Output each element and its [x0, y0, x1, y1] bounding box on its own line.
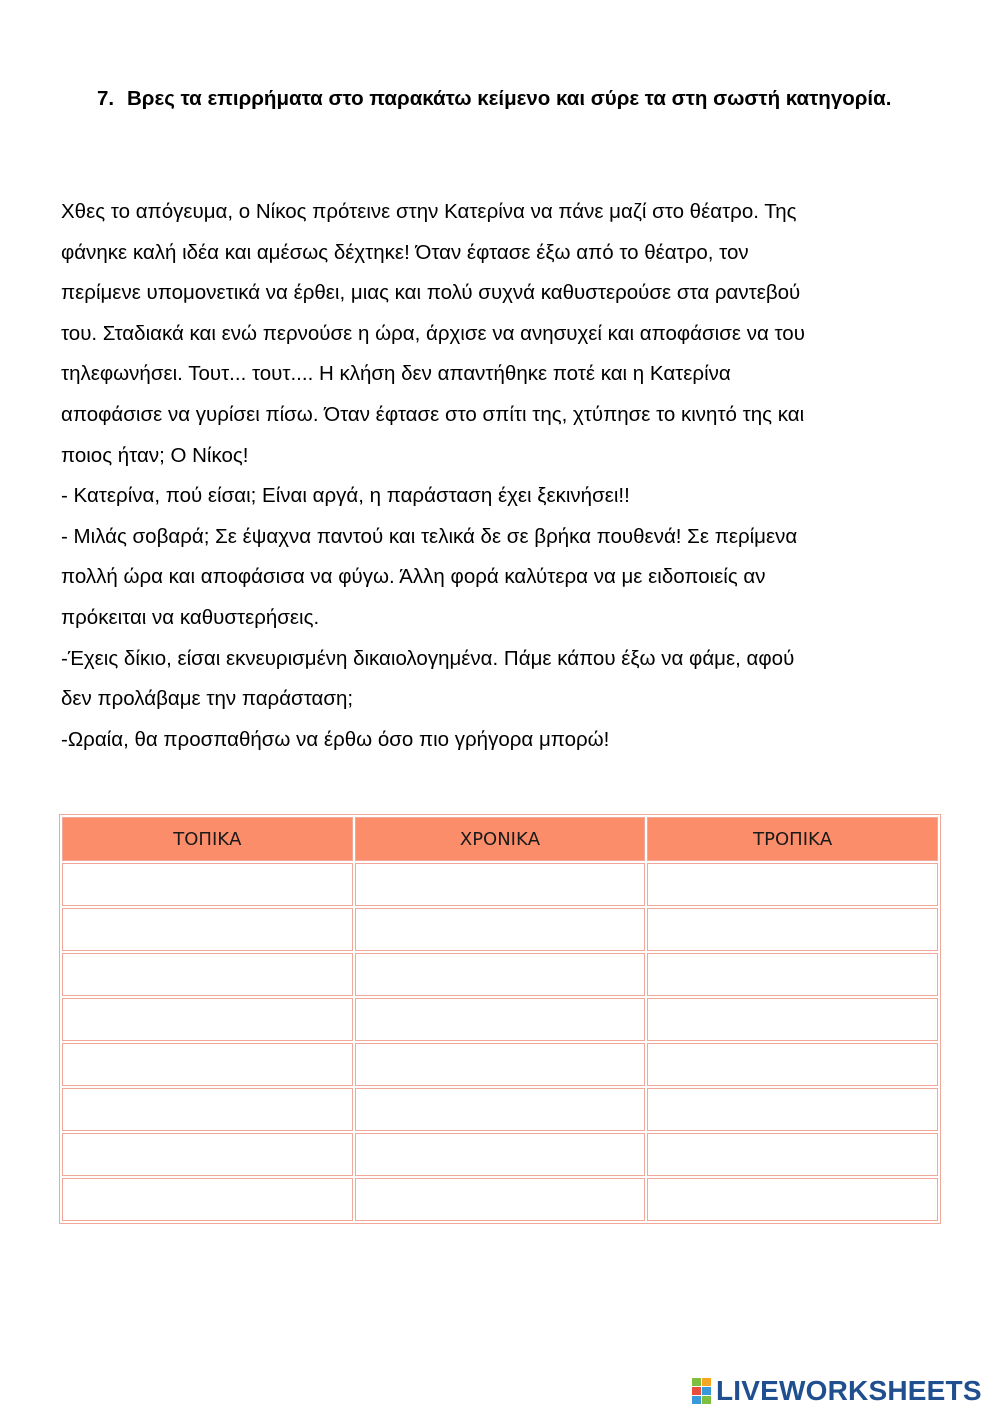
- header-chronika: ΧΡΟΝΙΚΑ: [355, 817, 646, 861]
- drop-cell-chronika[interactable]: [355, 1088, 646, 1131]
- drop-cell-tropika[interactable]: [647, 998, 938, 1041]
- story-line: του. Σταδιακά και ενώ περνούσε η ώρα, άρχισε να ανησυχεί και αποφάσισε να του: [61, 321, 805, 345]
- liveworksheets-logo: [692, 1374, 982, 1408]
- drop-cell-topika[interactable]: [62, 998, 353, 1041]
- table-row: [62, 998, 938, 1041]
- drop-cell-chronika[interactable]: [355, 908, 646, 951]
- drop-cell-topika[interactable]: [62, 1043, 353, 1086]
- story-line: περίμενε υπομονετικά να έρθει, μιας και πολύ συχνά καθυστερούσε στα ραντεβού: [61, 281, 801, 305]
- story-line: - Μιλάς σοβαρά; Σε έψαχνα παντού και τελικά δε σε βρήκα πουθενά! Σε περίμενα: [61, 524, 798, 548]
- drop-cell-chronika[interactable]: [355, 863, 646, 906]
- task-text: Βρες τα επιρρήματα στο παρακάτω κείμενο και σύρε τα στη σωστή κατηγορία.: [127, 87, 892, 110]
- story-line: ποιος ήταν; Ο Νίκος!: [61, 443, 249, 467]
- drop-cell-topika[interactable]: [62, 908, 353, 951]
- drop-cell-tropika[interactable]: [647, 953, 938, 996]
- drop-cell-topika[interactable]: [62, 1088, 353, 1131]
- story-line: τηλεφωνήσει. Τουτ... τουτ.... Η κλήση δεν απαντήθηκε ποτέ και η Κατερίνα: [61, 362, 731, 386]
- task-number: 7.: [97, 87, 115, 110]
- story-line: - Κατερίνα, πού είσαι; Είναι αργά, η παράσταση έχει ξεκινήσει!!: [61, 484, 630, 508]
- table-row: [62, 908, 938, 951]
- drop-cell-topika[interactable]: [62, 863, 353, 906]
- story-text: [61, 192, 941, 760]
- story-line: Χθες το απόγευμα, ο Νίκος πρότεινε στην Κατερίνα να πάνε μαζί στο θέατρο. Της: [61, 200, 797, 223]
- drop-cell-tropika[interactable]: [647, 1178, 938, 1221]
- story-line: πολλή ώρα και αποφάσισα να φύγω. Άλλη φορά καλύτερα να με ειδοποιείς αν: [61, 565, 766, 589]
- story-line: αποφάσισε να γυρίσει πίσω. Όταν έφτασε στο σπίτι της, χτύπησε το κινητό της και: [61, 402, 805, 426]
- drop-cell-tropika[interactable]: [647, 908, 938, 951]
- drop-cell-chronika[interactable]: [355, 1043, 646, 1086]
- table-row: [62, 1133, 938, 1176]
- header-tropika: ΤΡΟΠΙΚΑ: [647, 817, 938, 861]
- story-line: -Ωραία, θα προσπαθήσω να έρθω όσο πιο γρήγορα μπορώ!: [61, 727, 610, 751]
- liveworksheets-logo-icon: [692, 1378, 712, 1404]
- story-line: -Έχεις δίκιο, είσαι εκνευρισμένη δικαιολογημένα. Πάμε κάπου έξω να φάμε, αφού: [61, 646, 795, 670]
- table-header-row: [62, 817, 938, 861]
- drop-cell-tropika[interactable]: [647, 1133, 938, 1176]
- drop-cell-tropika[interactable]: [647, 1043, 938, 1086]
- table-row: [62, 1088, 938, 1131]
- drop-cell-chronika[interactable]: [355, 953, 646, 996]
- table-row: [62, 953, 938, 996]
- drop-cell-topika[interactable]: [62, 1178, 353, 1221]
- drop-cell-tropika[interactable]: [647, 1088, 938, 1131]
- logo-text: LIVEWORKSHEETS: [716, 1375, 982, 1406]
- story-line: φάνηκε καλή ιδέα και αμέσως δέχτηκε! Όταν έφτασε έξω από το θέατρο, τον: [61, 240, 749, 264]
- table-row: [62, 1043, 938, 1086]
- story-line: πρόκειται να καθυστερήσεις.: [61, 605, 320, 629]
- drop-cell-topika[interactable]: [62, 953, 353, 996]
- header-topika: ΤΟΠΙΚΑ: [62, 817, 353, 861]
- drop-cell-chronika[interactable]: [355, 998, 646, 1041]
- adverb-categories-table: [60, 815, 940, 1223]
- drop-cell-chronika[interactable]: [355, 1133, 646, 1176]
- table-row: [62, 863, 938, 906]
- table-row: [62, 1178, 938, 1221]
- task-instruction: [97, 84, 927, 114]
- story-line: δεν προλάβαμε την παράσταση;: [61, 687, 354, 711]
- drop-cell-tropika[interactable]: [647, 863, 938, 906]
- drop-cell-topika[interactable]: [62, 1133, 353, 1176]
- drop-cell-chronika[interactable]: [355, 1178, 646, 1221]
